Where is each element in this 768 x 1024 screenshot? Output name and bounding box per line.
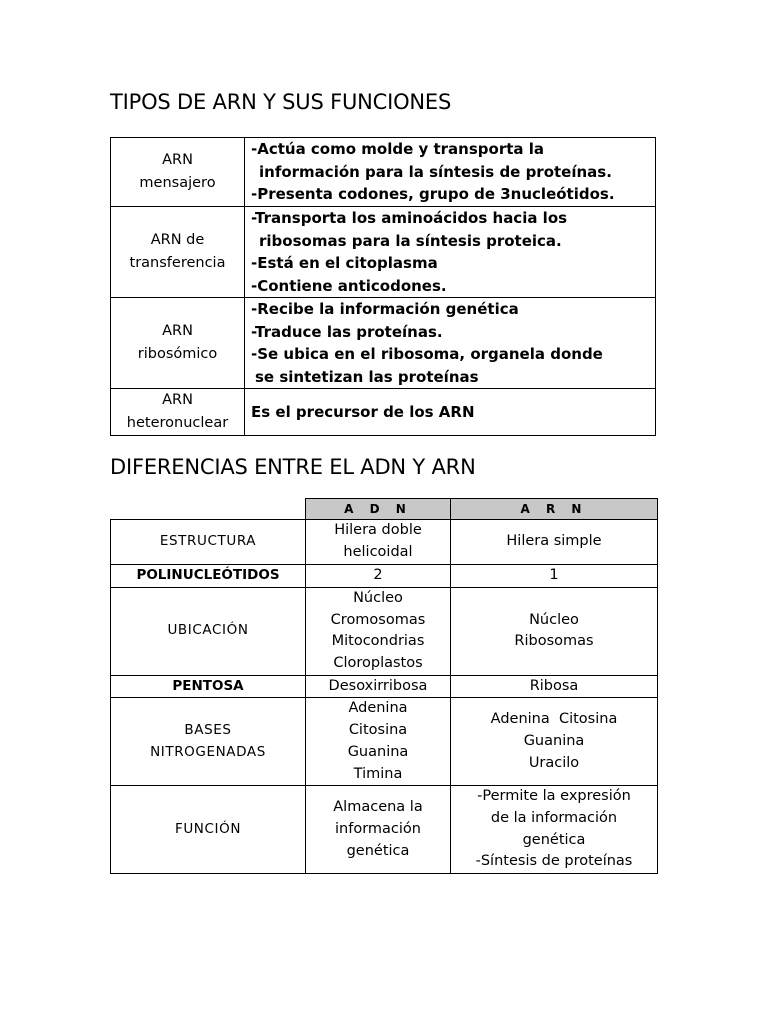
table-row (111, 298, 656, 389)
arn-type-label (111, 138, 245, 207)
cell-line: de la información (490, 810, 618, 827)
title-diferencias: DIFERENCIAS ENTRE EL ADN Y ARN (110, 455, 476, 479)
arn-cell (451, 587, 658, 675)
cell-line: Cromosomas (330, 611, 426, 628)
adn-cell (306, 520, 451, 565)
description-line: -Presenta codones, grupo de 3nucleótidos. (251, 185, 615, 204)
header-arn: A R N (451, 499, 658, 520)
table-row (111, 587, 658, 675)
table-header-row (111, 499, 658, 520)
cell-line: helicoidal (343, 544, 413, 560)
adn-cell (306, 786, 451, 874)
cell-line: Uracilo (528, 754, 580, 771)
cell-line: Mitocondrias (331, 633, 425, 650)
label-line: ARN (162, 392, 193, 408)
arn-types-table (110, 137, 656, 436)
description-line: -Traduce las proteínas. (251, 322, 443, 341)
description-line: -Se ubica en el ribosoma, organela donde (251, 345, 603, 363)
description-line: se sintetizan las proteínas (255, 367, 479, 386)
cell-line: Adenina Citosina (490, 711, 618, 728)
arn-type-label (111, 298, 245, 389)
description-line: información para la síntesis de proteínas. (259, 162, 612, 181)
header-adn: A D N (306, 499, 451, 520)
cell-line: Timina (353, 765, 403, 782)
label-line: BASES (184, 722, 232, 739)
cell-line: Citosina (348, 722, 408, 739)
adn-cell: 2 (306, 565, 451, 588)
cell-line: -Síntesis de proteínas (475, 853, 633, 870)
table-row (111, 565, 658, 588)
arn-type-description (245, 389, 656, 436)
adn-cell: Desoxirribosa (306, 675, 451, 698)
arn-cell (451, 786, 658, 874)
table-row (111, 389, 656, 436)
label-line: transferencia (129, 255, 226, 271)
label-line: heteronuclear (126, 415, 229, 431)
cell-line: Hilera doble (334, 522, 422, 539)
empty-corner-cell (111, 499, 306, 520)
description-line: -Está en el citoplasma (251, 254, 438, 272)
row-label: FUNCIÓN (111, 786, 306, 874)
cell-line: Guanina (523, 732, 585, 749)
arn-cell (451, 520, 658, 565)
cell-line: Núcleo (529, 611, 579, 628)
table-row (111, 207, 656, 298)
arn-type-description (245, 138, 656, 207)
arn-type-label (111, 389, 245, 436)
arn-type-description (245, 298, 656, 389)
row-label: ESTRUCTURA (111, 520, 306, 565)
adn-cell (306, 698, 451, 786)
cell-line: Ribosomas (514, 633, 594, 650)
adn-cell (306, 587, 451, 675)
table-row (111, 698, 658, 786)
cell-line: Guanina (347, 743, 409, 760)
arn-type-description (245, 207, 656, 298)
title-tipos-arn: TIPOS DE ARN Y SUS FUNCIONES (110, 90, 452, 114)
label-line: ARN (162, 323, 193, 339)
label-line: NITROGENADAS (150, 743, 266, 760)
row-label (111, 698, 306, 786)
table-row (111, 786, 658, 874)
label-line: ARN de (150, 232, 205, 248)
description-line: -Contiene anticodones. (251, 276, 447, 295)
table-row (111, 520, 658, 565)
label-line: ARN (162, 152, 193, 168)
description-line: -Transporta los aminoácidos hacia los (251, 209, 568, 227)
description-line: -Actúa como molde y transporta la (251, 140, 544, 159)
cell-line: genética (522, 831, 586, 848)
arn-cell: 1 (451, 565, 658, 588)
cell-line: Adenina (348, 700, 408, 717)
label-line: mensajero (139, 175, 216, 191)
row-label: POLINUCLEÓTIDOS (111, 565, 306, 588)
description-line: ribosomas para la síntesis proteica. (259, 231, 562, 250)
arn-type-label (111, 207, 245, 298)
description-line: Es el precursor de los ARN (251, 402, 475, 421)
cell-line: Cloroplastos (333, 654, 423, 671)
row-label: UBICACIÓN (111, 587, 306, 675)
description-line: -Recibe la información genética (251, 300, 519, 318)
table-row (111, 138, 656, 207)
adn-arn-comparison-table (110, 498, 658, 874)
cell-line: información (335, 820, 421, 837)
cell-line: Hilera simple (506, 533, 602, 550)
cell-line: Almacena la (333, 799, 423, 816)
table-row (111, 675, 658, 698)
cell-line: genética (346, 842, 410, 859)
arn-cell (451, 698, 658, 786)
row-label: PENTOSA (111, 675, 306, 698)
cell-line: Núcleo (353, 589, 403, 606)
arn-cell: Ribosa (451, 675, 658, 698)
cell-line: -Permite la expresión (477, 788, 631, 805)
label-line: ribosómico (137, 346, 218, 362)
